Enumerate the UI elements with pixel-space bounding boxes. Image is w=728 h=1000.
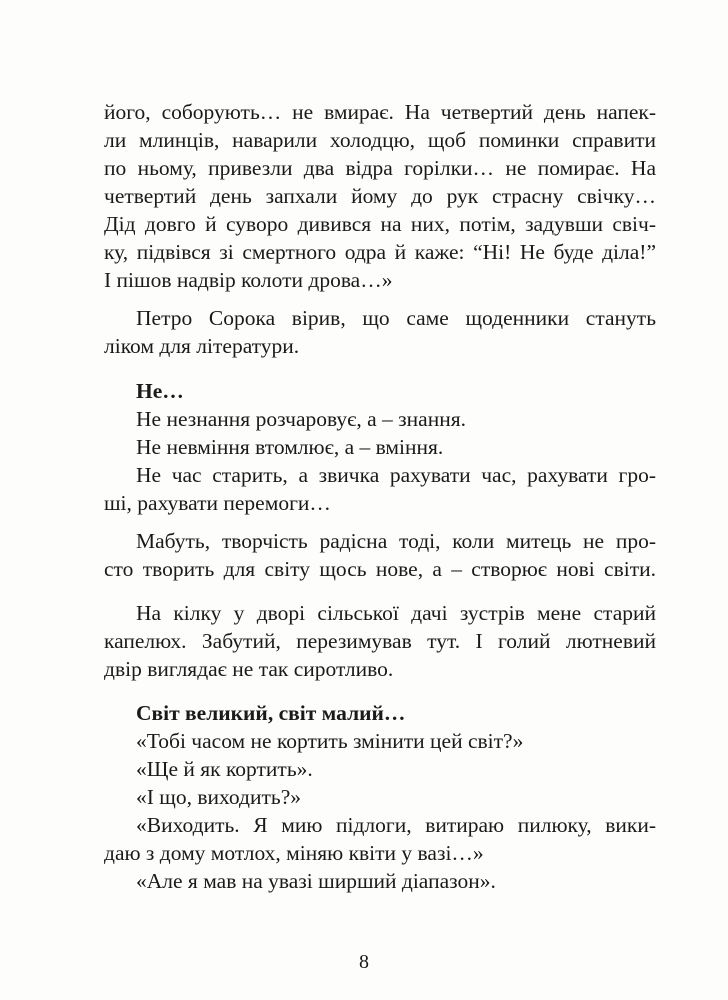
text-line: Петро Сорока вірив, що саме щоденники стануть [136, 306, 656, 330]
text-line: даю з дому мотлох, міняю квіти у вазі…» [104, 841, 484, 865]
text-line: капелюх. Забутий, перезимував тут. І голий лютневий [104, 629, 656, 653]
text-line: «Ще й як кортить». [136, 757, 313, 781]
text-line: «І що, виходить?» [136, 785, 301, 809]
text-line: Не незнання розчаровує, а – знання. [136, 407, 466, 431]
text-line: «Але я мав на увазі ширший діапазон». [136, 869, 496, 893]
text-line: Дід довго й суворо дивився на них, потім, задувши свіч- [104, 212, 656, 236]
page-number: 8 [359, 951, 369, 973]
text-line: І пішов надвір колоти дрова…» [104, 268, 393, 292]
text-line: Не невміння втомлює, а – вміння. [136, 435, 444, 459]
text-line: Не час старить, а звичка рахувати час, рахувати гро- [136, 463, 656, 487]
text-line: Мабуть, творчість радісна тоді, коли митець не про- [136, 529, 656, 553]
text-line: ліком для літератури. [104, 334, 300, 358]
text-line: його, соборують… не вмирає. На четвертий день напек- [104, 100, 656, 124]
text-line: ку, підвівся зі смертного одра й каже: “Ні! Не буде діла!” [104, 240, 656, 264]
text-line: «Тобі часом не кортить змінити цей світ?» [136, 729, 524, 753]
text-line: ші, рахувати перемоги… [104, 491, 331, 515]
section-heading: Не… [136, 379, 184, 403]
text-line: по ньому, привезли два відра горілки… не помирає. На [104, 156, 656, 180]
text-line: четвертий день запхали йому до рук страсну свічку… [104, 184, 656, 208]
text-line: ли млинців, наварили холодцю, щоб поминки справити [104, 128, 656, 152]
text-line: На кілку у дворі сільської дачі зустрів мене старий [136, 601, 656, 625]
text-line: двір виглядає не так сиротливо. [104, 657, 394, 681]
section-heading: Світ великий, світ малий… [136, 701, 406, 725]
text-line: «Виходить. Я мию підлоги, витираю пилюку, вики- [136, 813, 656, 837]
text-line: сто творить для світу щось нове, а – створює нові світи. [104, 557, 656, 581]
